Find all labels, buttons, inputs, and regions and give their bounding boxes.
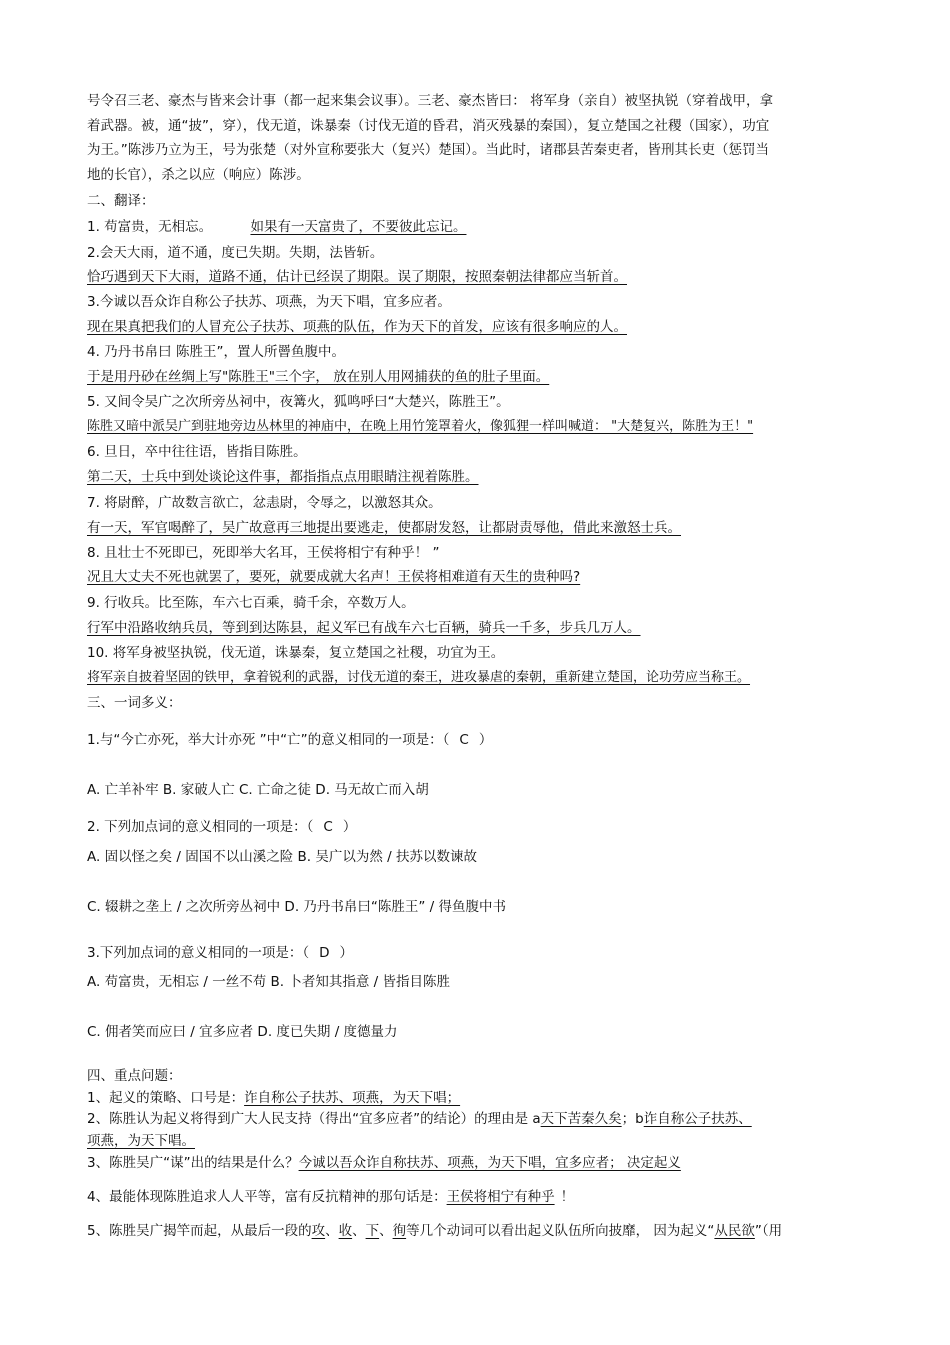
close-paren: ） — [478, 732, 493, 748]
question-stem: 2. 下列加点词的意义相同的一项是：（ — [87, 819, 314, 835]
intro-line-2: 着武器。被，通“披”，穿），伐无道，诛暴秦（讨伐无道的昏君，消灭残暴的秦国），复立楚国之社稷（国家），功宜 — [87, 118, 770, 134]
translation-answer-5: 陈胜又暗中派吴广到驻地旁边丛林里的神庙中，在晚上用竹笼罩着火，像狐狸一样叫喊道： "大楚复兴，陈胜为王！" — [87, 419, 754, 434]
answer-text: 今诚以吾众诈自称扶苏、项燕，为天下唱，宜多应者； 决定起义 — [298, 1155, 681, 1171]
question-text: 4、最能体现陈胜追求人人平等，富有反抗精神的那句话是： — [87, 1189, 447, 1205]
verb-xun: 徇 — [392, 1223, 407, 1239]
polysemy-options-2-cd: C. 辍耕之垄上 / 之次所旁丛祠中 D. 乃丹书帛曰“陈胜王” / 得鱼腹中书 — [87, 899, 507, 915]
translation-answer-8: 况且大丈夫不死也就罢了，要死，就要成就大名声！王侯将相难道有天生的贵种吗? — [87, 569, 581, 585]
key-question-2-continued: 项燕，为天下唱。 — [87, 1133, 195, 1149]
key-question-4 — [87, 1188, 574, 1206]
polysemy-options-3-cd: C. 佣者笑而应曰 / 宜多应者 D. 度已失期 / 度德量力 — [87, 1024, 398, 1040]
question-text-2: 等几个动词可以看出起义队伍所向披靡， 因为起义“ — [406, 1223, 715, 1239]
translation-answer-2: 恰巧遇到天下大雨，道路不通，估计已经误了期限。误了期限，按照秦朝法律都应当斩首。 — [87, 269, 627, 285]
translation-question: 1. 苟富贵，无相忘。 — [87, 219, 213, 235]
polysemy-options-3-ab: A. 苟富贵，无相忘 / 一丝不苟 B. 卜者知其指意 / 皆指目陈胜 — [87, 974, 450, 990]
question-text: 5、陈胜吴广揭竿而起，从最后一段的 — [87, 1223, 312, 1239]
intro-line-3: 为王。”陈涉乃立为王，号为张楚（对外宣称要张大（复兴）楚国）。当此时，诸郡县苦秦吏者，皆刑其长吏（惩罚当 — [87, 142, 769, 158]
translation-question-2: 2.会天大雨，道不通，度已失期。失期，法皆斩。 — [87, 245, 384, 261]
answer-text: 诈自称公子扶苏、项燕，为天下唱； — [244, 1090, 461, 1106]
translation-question-6: 6. 旦日，卒中往往语，皆指目陈胜。 — [87, 444, 307, 460]
close-paren: ） — [342, 819, 357, 835]
separator: 、 — [352, 1223, 366, 1239]
translation-question-8: 8. 且壮士不死即已，死即举大名耳，王侯将相宁有种乎！ ” — [87, 545, 440, 561]
question-text: 2、陈胜认为起义将得到广大人民支持（得出“宜多应者”的结论）的理由是 a — [87, 1111, 541, 1127]
polysemy-question-3 — [87, 944, 353, 962]
translation-item-1 — [87, 218, 466, 236]
answer-text: 从民欲 — [714, 1223, 755, 1239]
intro-line-4: 地的长官），杀之以应（响应）陈涉。 — [87, 167, 310, 183]
answer-letter: D — [319, 945, 330, 961]
translation-answer-3: 现在果真把我们的人冒充公子扶苏、项燕的队伍，作为天下的首发，应该有很多响应的人。 — [87, 319, 627, 335]
translation-question-5: 5. 又间令吴广之次所旁丛祠中，夜篝火，狐鸣呼曰“大楚兴，陈胜王”。 — [87, 394, 510, 410]
translation-answer-4: 于是用丹砂在丝绸上写"陈胜王"三个字， 放在别人用网捕获的鱼的肚子里面。 — [87, 369, 550, 385]
translation-answer-9: 行军中沿路收纳兵员，等到到达陈县，起义军已有战车六七百辆，骑兵一千多，步兵几万人。 — [87, 620, 641, 636]
key-question-1 — [87, 1089, 460, 1107]
answer-a: 天下苦秦久矣 — [540, 1111, 622, 1127]
key-question-2 — [87, 1110, 752, 1128]
answer-letter: C — [323, 819, 333, 835]
exclamation: ！ — [560, 1189, 575, 1205]
translation-question-9: 9. 行收兵。比至陈，车六七百乘，骑千余，卒数万人。 — [87, 595, 415, 611]
separator: 、 — [325, 1223, 339, 1239]
question-stem: 1.与“今亡亦死，举大计亦死 ”中“亡”的意义相同的一项是：（ — [87, 732, 450, 748]
polysemy-options-2-ab: A. 固以怪之矣 / 固国不以山溪之险 B. 吴广以为然 / 扶苏以数谏故 — [87, 849, 477, 865]
verb-shou: 收 — [338, 1223, 353, 1239]
close-paren: ） — [339, 945, 354, 961]
key-question-3 — [87, 1154, 681, 1172]
intro-line-1: 号令召三老、豪杰与皆来会计事（都一起来集会议事）。三老、豪杰皆曰： 将军身（亲自）被坚执锐（穿着战甲，拿 — [87, 93, 774, 109]
question-text: 3、陈胜吴广“谋”出的结果是什么？ — [87, 1155, 299, 1171]
polysemy-question-1 — [87, 731, 492, 749]
separator: 、 — [379, 1223, 393, 1239]
translation-question-10: 10. 将军身被坚执锐，伐无道，诛暴秦，复立楚国之社稷，功宜为王。 — [87, 645, 505, 661]
translation-answer-6: 第二天，士兵中到处谈论这件事，都指指点点用眼睛注视着陈胜。 — [87, 469, 479, 485]
question-stem: 3.下列加点词的意义相同的一项是：（ — [87, 945, 310, 961]
section-heading-key-questions: 四、重点问题： — [87, 1068, 182, 1084]
translation-answer-7: 有一天，军官喝醉了，吴广故意再三地提出要逃走，使都尉发怒，让都尉责辱他，借此来激怒士兵。 — [87, 520, 681, 536]
section-heading-translation: 二、翻译： — [87, 193, 155, 209]
translation-answer: 如果有一天富贵了，不要彼此忘记。 — [250, 219, 467, 235]
answer-letter: C — [459, 732, 469, 748]
separator-b: ；b — [621, 1111, 644, 1127]
question-text-3: ”（用 — [754, 1223, 783, 1239]
translation-question-3: 3.今诚以吾众诈自称公子扶苏、项燕，为天下唱，宜多应者。 — [87, 294, 451, 310]
answer-text: 王侯将相宁有种乎 — [446, 1189, 555, 1205]
polysemy-question-2 — [87, 818, 356, 836]
translation-question-4: 4. 乃丹书帛曰 陈胜王”，置人所罾鱼腹中。 — [87, 344, 345, 360]
question-text: 1、起义的策略、口号是： — [87, 1090, 245, 1106]
verb-gong: 攻 — [311, 1223, 326, 1239]
answer-b: 诈自称公子扶苏、 — [643, 1111, 752, 1127]
key-question-5 — [87, 1222, 782, 1240]
polysemy-options-1: A. 亡羊补牢 B. 家破人亡 C. 亡命之徒 D. 马无故亡而入胡 — [87, 782, 429, 798]
verb-xia: 下 — [365, 1223, 380, 1239]
translation-question-7: 7. 将尉醉，广故数言欲亡，忿恚尉，令辱之，以激怒其众。 — [87, 495, 442, 511]
section-heading-polysemy: 三、一词多义： — [87, 695, 182, 711]
translation-answer-10: 将军亲自披着坚固的铁甲，拿着锐利的武器，讨伐无道的秦王，进攻暴虐的秦朝，重新建立楚国，论功劳应当称王。 — [87, 670, 751, 685]
